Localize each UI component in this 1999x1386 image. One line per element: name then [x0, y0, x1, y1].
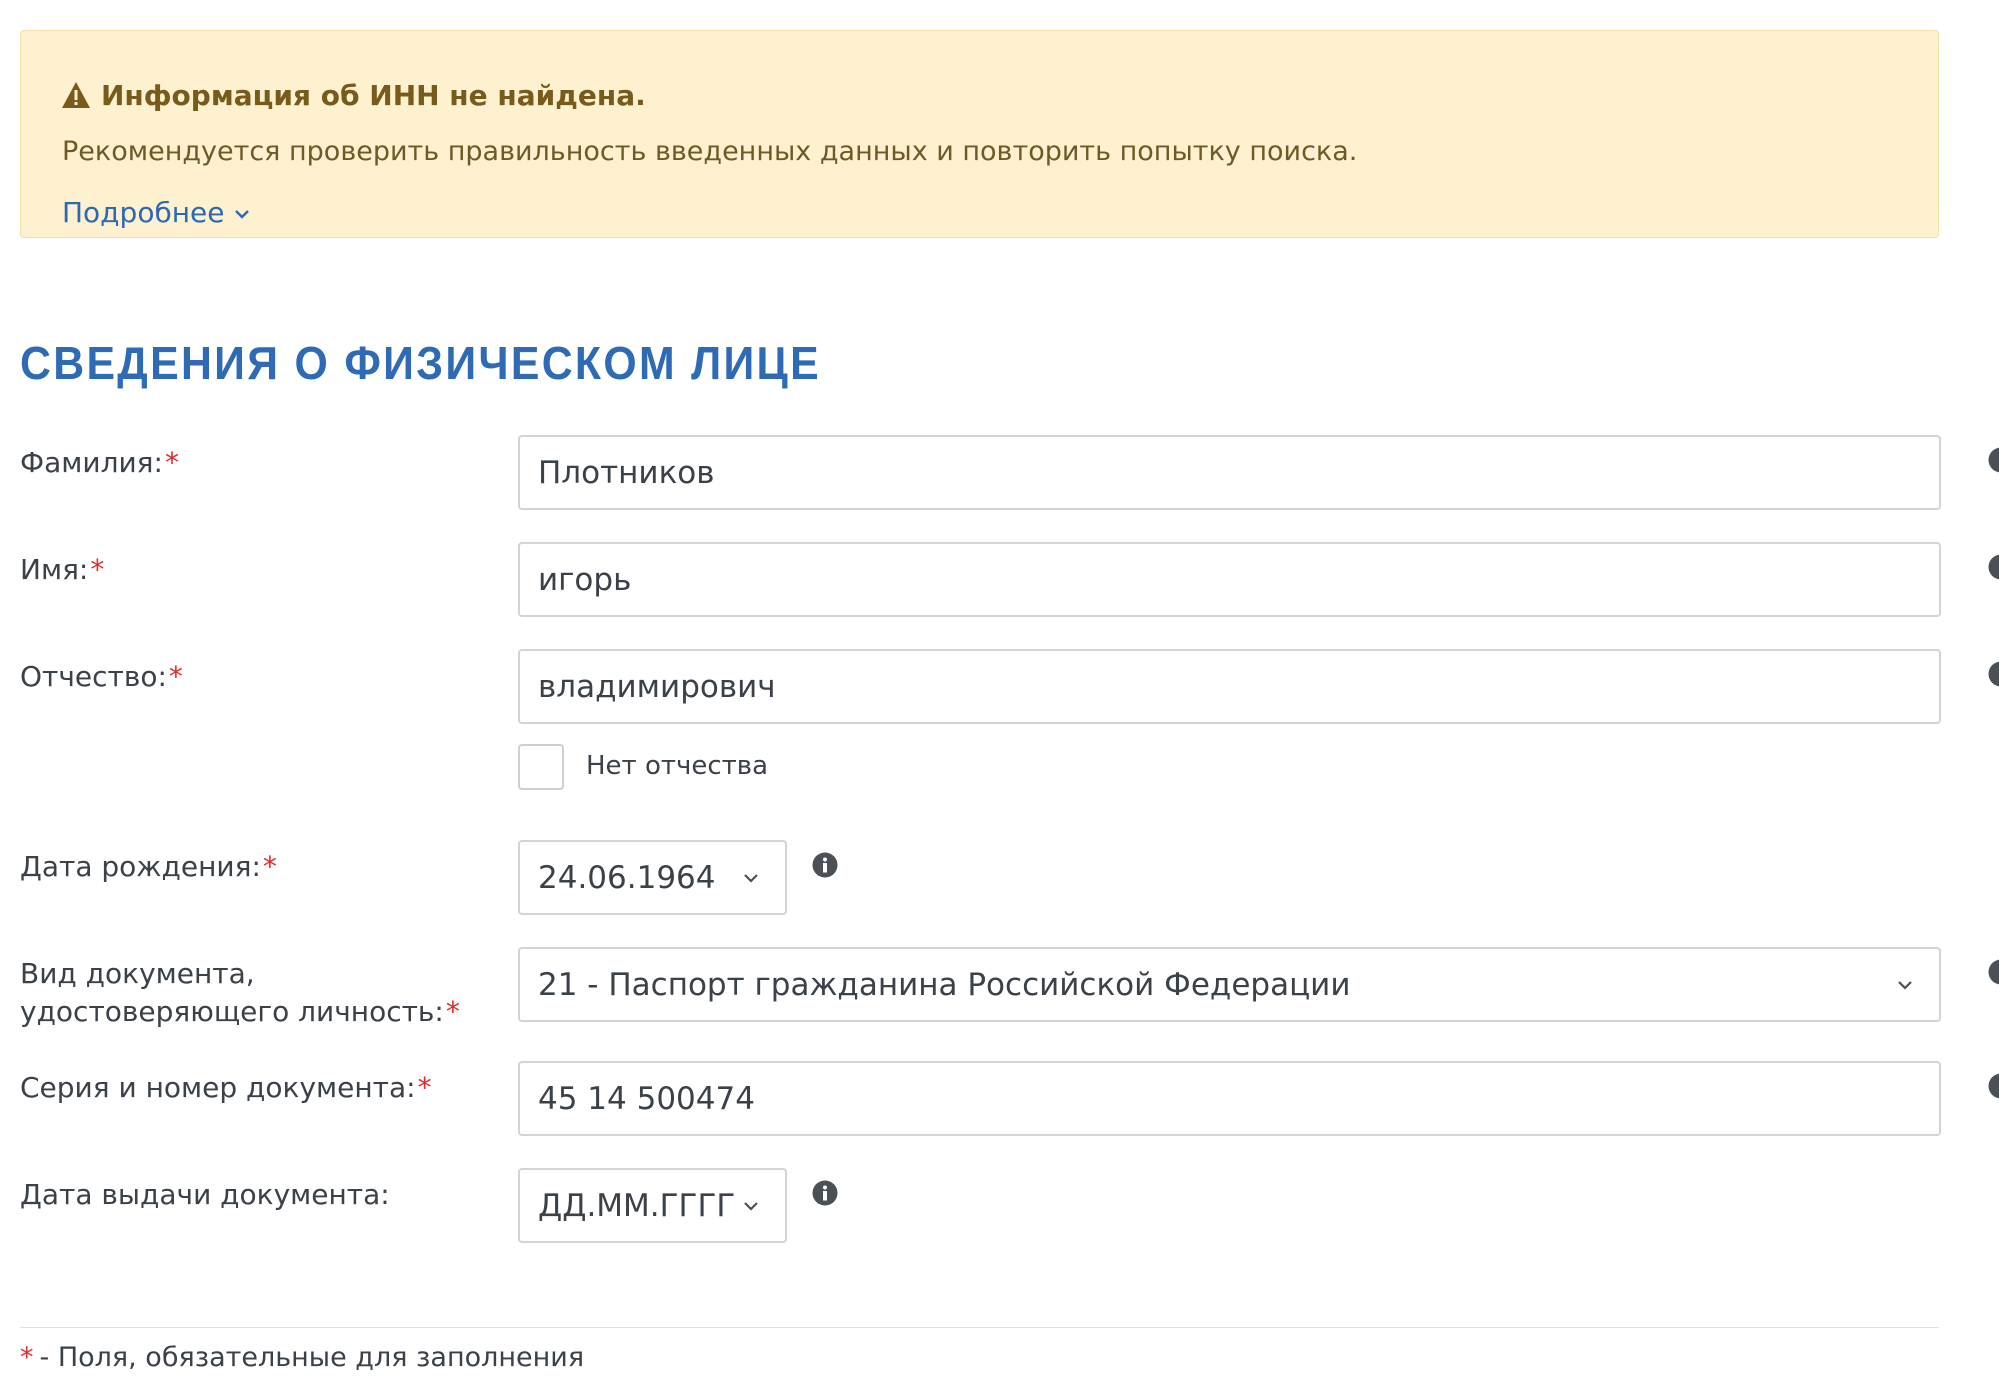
doc-type-select[interactable] [518, 947, 1941, 1022]
doc-type-value[interactable]: 21 - Паспорт гражданина Российской Федерации [538, 966, 1351, 1003]
chevron-down-icon[interactable] [741, 871, 761, 885]
info-icon[interactable] [812, 852, 838, 878]
doc-number-input[interactable] [520, 1081, 1939, 1117]
doc-type-label: Вид документа, удостоверяющего личность:* [20, 957, 460, 1028]
info-icon[interactable] [1988, 1073, 1999, 1099]
info-icon[interactable] [1988, 959, 1999, 985]
alert-message: Рекомендуется проверить правильность введенных данных и повторить попытку поиска. [62, 136, 1358, 167]
alert-title-text: Информация об ИНН не найдена. [101, 78, 646, 112]
patronymic-input[interactable] [520, 669, 1939, 705]
info-icon[interactable] [812, 1180, 838, 1206]
birth-date-value[interactable]: 24.06.1964 [538, 859, 716, 896]
details-link[interactable] [62, 196, 250, 229]
info-icon[interactable] [1988, 447, 1999, 473]
patronymic-field[interactable] [518, 649, 1941, 724]
doc-number-field[interactable] [518, 1061, 1941, 1136]
required-fields-note: * - Поля, обязательные для заполнения [20, 1342, 585, 1373]
surname-label: Фамилия:* [20, 446, 179, 479]
required-mark: * [445, 995, 460, 1028]
details-link-label[interactable]: Подробнее [62, 196, 225, 229]
no-patronymic-checkbox[interactable] [518, 744, 564, 790]
required-mark: * [168, 660, 183, 693]
no-patronymic-label[interactable]: Нет отчества [586, 751, 769, 781]
patronymic-label: Отчество:* [20, 660, 183, 693]
name-input[interactable] [520, 562, 1939, 598]
alert-title [61, 75, 646, 115]
warning-triangle-icon [61, 81, 91, 109]
chevron-down-icon[interactable] [1895, 978, 1915, 992]
name-label: Имя:* [20, 553, 105, 586]
issue-date-picker[interactable] [518, 1168, 787, 1243]
inn-not-found-alert [20, 30, 1939, 238]
surname-input[interactable] [520, 455, 1939, 491]
issue-date-placeholder[interactable]: ДД.ММ.ГГГГ [538, 1187, 736, 1224]
doc-number-label: Серия и номер документа:* [20, 1071, 432, 1104]
chevron-down-icon[interactable] [234, 208, 250, 220]
chevron-down-icon[interactable] [741, 1199, 761, 1213]
birth-date-label: Дата рождения:* [20, 850, 277, 883]
divider [20, 1327, 1939, 1328]
birth-date-picker[interactable] [518, 840, 787, 915]
required-mark: * [90, 553, 105, 586]
required-mark: * [164, 446, 179, 479]
required-mark: * [20, 1342, 34, 1373]
info-icon[interactable] [1988, 661, 1999, 687]
issue-date-label: Дата выдачи документа: [20, 1178, 390, 1211]
section-title: СВЕДЕНИЯ О ФИЗИЧЕСКОМ ЛИЦЕ [20, 337, 821, 389]
info-icon[interactable] [1988, 554, 1999, 580]
name-field[interactable] [518, 542, 1941, 617]
required-mark: * [417, 1071, 432, 1104]
required-mark: * [262, 850, 277, 883]
surname-field[interactable] [518, 435, 1941, 510]
